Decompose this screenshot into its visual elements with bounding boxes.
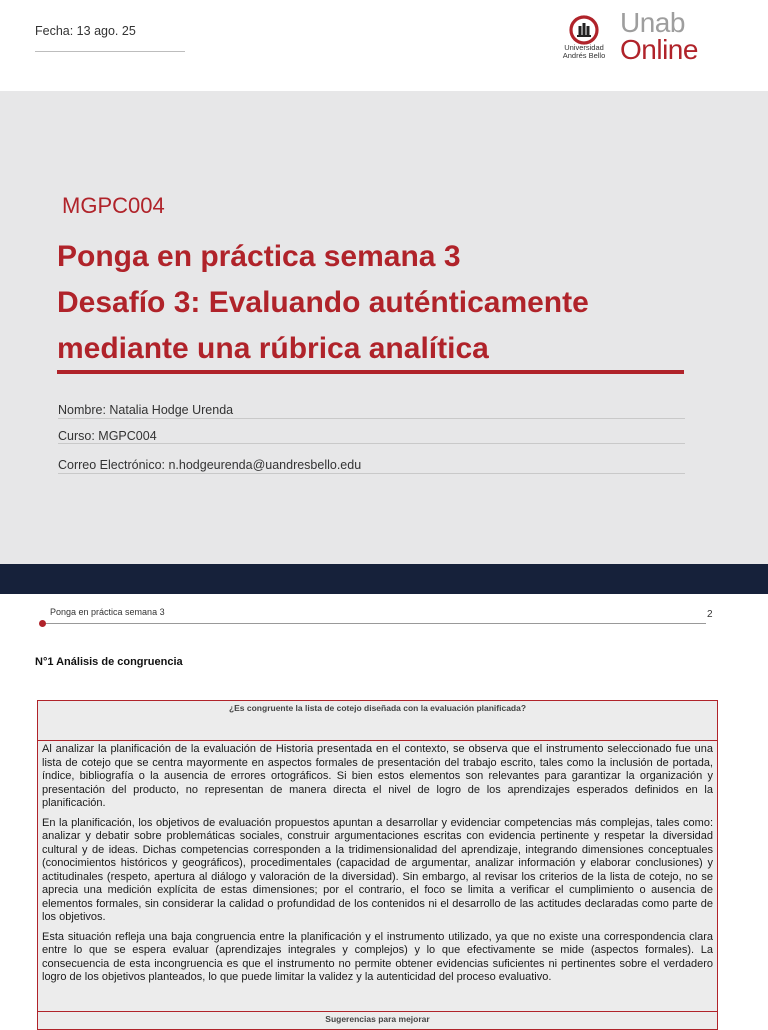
title-line: Ponga en práctica semana 3 xyxy=(57,240,461,273)
university-name: Universidad Andrés Bello xyxy=(562,43,606,60)
course-code: MGPC004 xyxy=(62,193,165,218)
field-underline xyxy=(58,418,685,419)
cover-footer-bar xyxy=(0,564,768,594)
title-line: Desafío 3: Evaluando auténticamente xyxy=(57,286,589,319)
logo-unab-text: Unab xyxy=(620,7,685,38)
header-rule xyxy=(44,623,706,624)
title-divider xyxy=(57,370,684,374)
header-dot xyxy=(39,620,46,627)
date-underline xyxy=(35,51,185,52)
title-line: mediante una rúbrica analítica xyxy=(57,332,489,365)
suggestions-header: Sugerencias para mejorar xyxy=(38,1011,717,1030)
email-field: Correo Electrónico: n.hodgeurenda@uandresbello.edu xyxy=(58,458,362,472)
question-header: ¿Es congruente la lista de cotejo diseñada con la evaluación planificada? xyxy=(38,701,717,741)
course-field: Curso: MGPC004 xyxy=(58,429,157,443)
field-underline xyxy=(58,443,685,444)
date-label: Fecha: 13 ago. 25 xyxy=(35,24,136,38)
paragraph: Al analizar la planificación de la evaluación de Historia presentada en el contexto, se observa que el instrumento seleccionado fue una lista de cotejo que se centra mayormente en aspectos formales de presentación del trabajo escrito, tales como la inclusión de portada, índice, bibliografía o la ausencia de errores ortográficos. Si bien estos elementos son relevantes para garantizar la organización y presentación del producto, no representan de manera directa el nivel de logro de los aprendizajes esperados definidos en la planificación. xyxy=(42,743,713,809)
page-number: 2 xyxy=(707,609,713,620)
university-emblem-icon xyxy=(569,14,599,46)
analysis-content xyxy=(38,741,717,985)
document-title xyxy=(57,234,717,372)
paragraph: Esta situación refleja una baja congruencia entre la planificación y el instrumento utilizado, ya que no existe una correspondencia clara entre lo que se espera evaluar (aprendizajes integrales y complejos) y lo que efectivamente se mide (aspectos formales). La consecuencia de esta incongruencia es que el instrumento no permite obtener evidencias suficientes ni pertinentes sobre el verdadero logro de los objetivos planteados, lo que puede limitar la validez y la autenticidad del proceso evaluativo. xyxy=(42,930,713,983)
unab-online-logo xyxy=(553,7,713,70)
logo-online-text: Online xyxy=(620,34,698,65)
analysis-table xyxy=(37,700,718,1030)
student-name-field: Nombre: Natalia Hodge Urenda xyxy=(58,403,234,417)
running-header: Ponga en práctica semana 3 xyxy=(50,607,165,617)
field-underline xyxy=(58,473,685,474)
paragraph: En la planificación, los objetivos de evaluación propuestos apuntan a desarrollar y evidenciar competencias más complejas, tales como: analizar y debatir sobre problemáticas sociales, construir argumentaciones escritas con evidencia pertinente y respetar la diversidad cultural y de ideas. Dichas competencias corresponden a la tridimensionalidad del aprendizaje, integrando dimensiones conceptuales (conocimientos históricos y geográficos), procedimentales (capacidad de argumentar, analizar información y elaborar conclusiones) y actitudinales (respeto, apertura al diálogo y valoración de la diversidad). Sin embargo, al revisar los criterios de la lista de cotejo, no se aprecia una medición explícita de estas dimensiones; por el contrario, el foco se limita a verificar el cumplimiento o ausencia de elementos formales, sin considerar la calidad o profundidad de los contenidos ni el desarrollo de las actitudes declaradas como parte de los objetivos. xyxy=(42,816,713,923)
section-title: N°1 Análisis de congruencia xyxy=(35,656,183,668)
